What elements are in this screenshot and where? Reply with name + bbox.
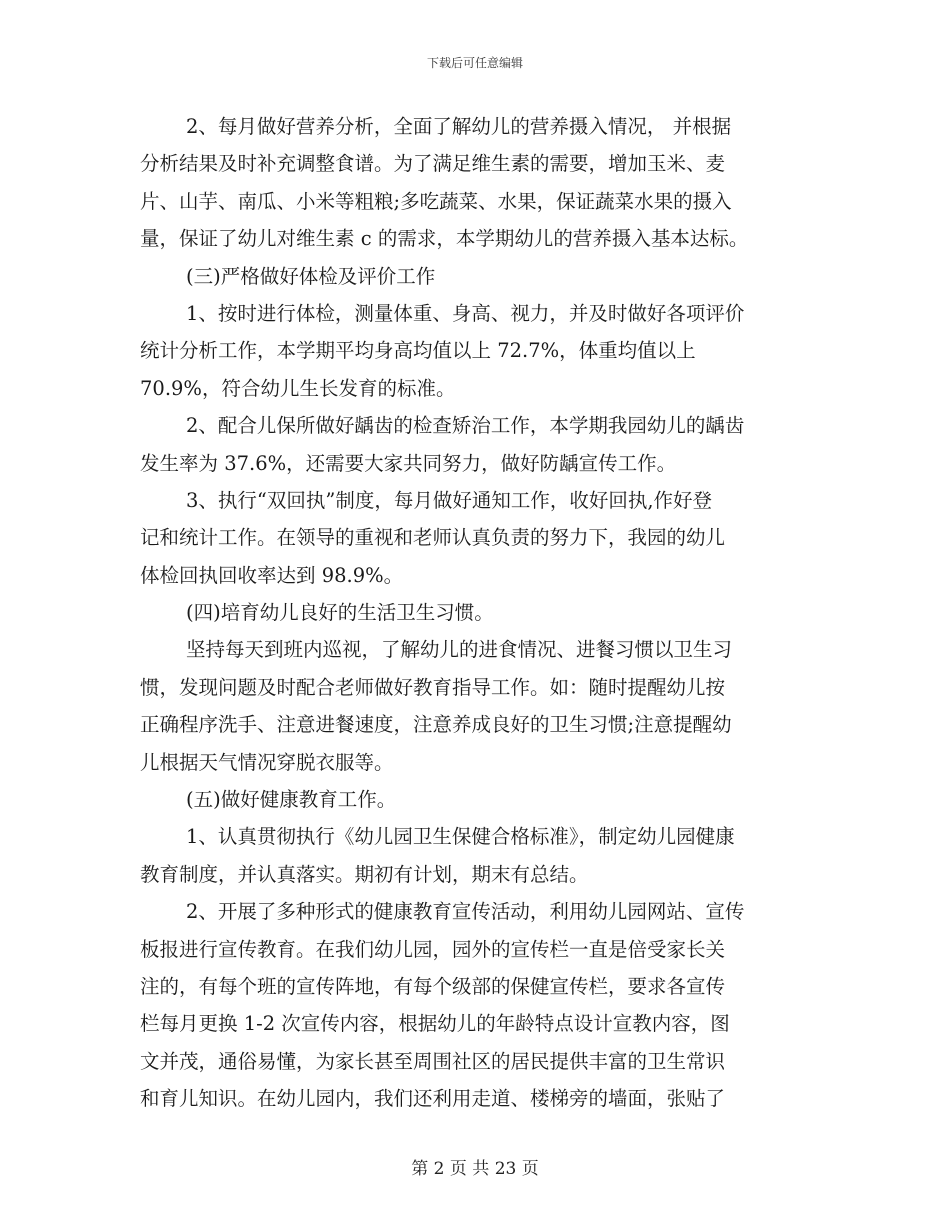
page-header: 下载后可任意编辑: [426, 56, 523, 70]
text-line: (五)做好健康教育工作。: [186, 788, 397, 812]
page-footer: 第 2 页 共 23 页: [411, 1159, 539, 1179]
text-line: 注的，有每个班的宣传阵地，有每个级部的保健宣传栏，要求各宣传: [140, 974, 726, 998]
text-line: 70.9%，符合幼儿生长发育的标准。: [140, 376, 456, 400]
text-line: 坚持每天到班内巡视，了解幼儿的进食情况、进餐习惯以卫生习: [186, 638, 733, 662]
document-body: [140, 108, 810, 1118]
text-line: 2、开展了多种形式的健康教育宣传活动，利用幼儿园网站、宣传: [186, 900, 745, 924]
text-line: 教育制度，并认真落实。期初有计划，期末有总结。: [140, 862, 589, 886]
text-line: 2、配合儿保所做好龋齿的检查矫治工作，本学期我园幼儿的龋齿: [186, 414, 745, 438]
text-line: 1、认真贯彻执行《幼儿园卫生保健合格标准》，制定幼儿园健康: [186, 825, 735, 849]
text-line: (四)培育幼儿良好的生活卫生习惯。: [186, 601, 494, 625]
text-line: 正确程序洗手、注意进餐速度，注意养成良好的卫生习惯;注意提醒幼: [140, 713, 732, 737]
text-line: 文并茂，通俗易懂，为家长甚至周围社区的居民提供丰富的卫生常识: [140, 1049, 726, 1073]
text-line: 栏每月更换 1-2 次宣传内容，根据幼儿的年龄特点设计宣教内容，图: [140, 1012, 730, 1036]
text-line: 和育儿知识。在幼儿园内，我们还利用走道、楼梯旁的墙面，张贴了: [140, 1087, 726, 1111]
text-line: 记和统计工作。在领导的重视和老师认真负责的努力下，我园的幼儿: [140, 526, 726, 550]
text-line: 儿根据天气情况穿脱衣服等。: [140, 750, 394, 774]
text-line: 3、执行“双回执”制度，每月做好通知工作，收好回执,作好登: [186, 488, 713, 512]
text-line: 分析结果及时补充调整食谱。为了满足维生素的需要，增加玉米、麦: [140, 152, 726, 176]
text-line: 惯，发现问题及时配合老师做好教育指导工作。如：随时提醒幼儿按: [140, 675, 726, 699]
text-line: 板报进行宣传教育。在我们幼儿园，园外的宣传栏一直是倍受家长关: [140, 937, 726, 961]
text-line: 片、山芋、南瓜、小米等粗粮;多吃蔬菜、水果，保证蔬菜水果的摄入: [140, 189, 732, 213]
text-line: (三)严格做好体检及评价工作: [186, 264, 436, 288]
text-line: 体检回执回收率达到 98.9%。: [140, 563, 404, 587]
text-line: 1、按时进行体检，测量体重、身高、视力，并及时做好各项评价: [186, 301, 745, 325]
text-line: 2、每月做好营养分析，全面了解幼儿的营养摄入情况， 并根据: [186, 115, 732, 138]
text-line: 量，保证了幼儿对维生素 c 的需求，本学期幼儿的营养摄入基本达标。: [140, 227, 749, 251]
text-line: 发生率为 37.6%，还需要大家共同努力，做好防龋宣传工作。: [140, 451, 677, 475]
text-line: 统计分析工作，本学期平均身高均值以上 72.7%，体重均值以上: [140, 339, 696, 363]
